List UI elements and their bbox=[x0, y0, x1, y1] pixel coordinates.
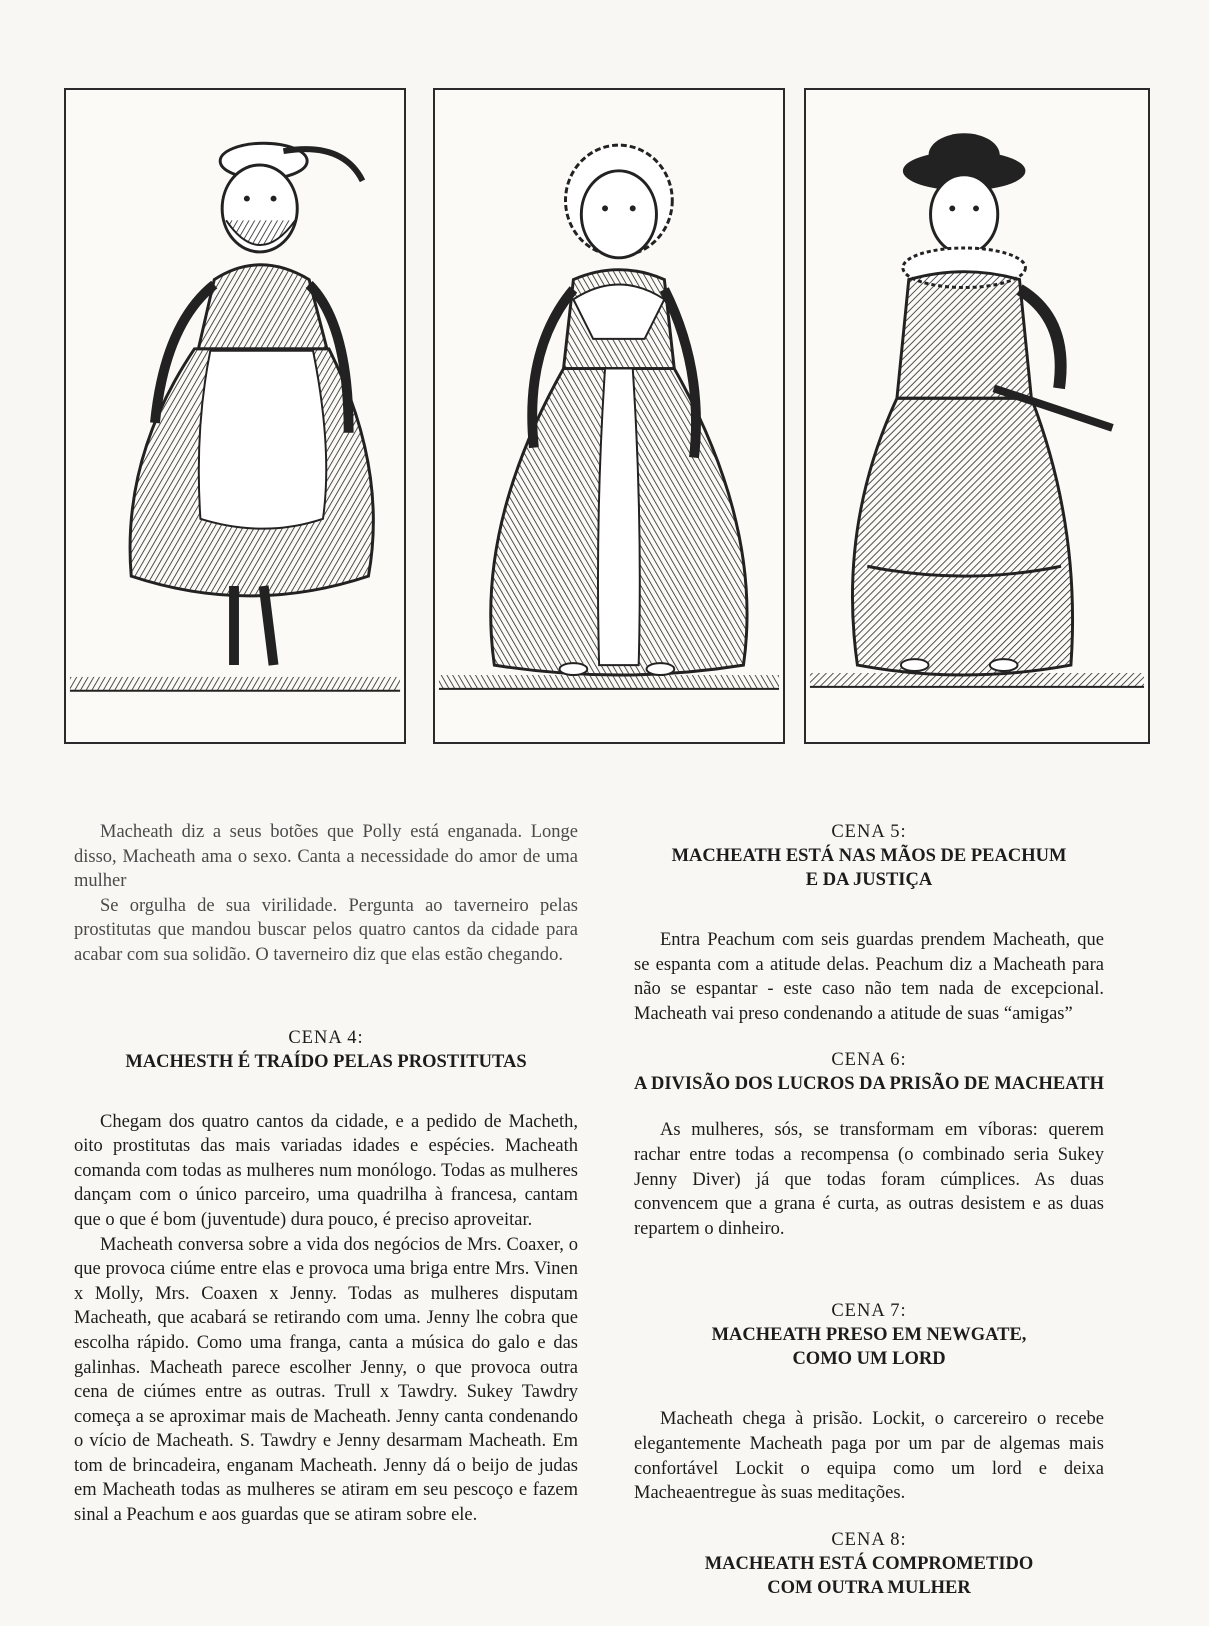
scene-8-number: CENA 8: bbox=[831, 1529, 907, 1550]
scene-7-title-line-2: COMO UM LORD bbox=[792, 1349, 946, 1370]
woodcut-figure-skirt-lifted bbox=[66, 90, 404, 742]
intro-text bbox=[74, 820, 578, 968]
scene-6-heading bbox=[634, 1048, 1104, 1096]
scene-6-number: CENA 6: bbox=[831, 1050, 907, 1071]
scene-5-heading bbox=[634, 820, 1104, 892]
right-column bbox=[634, 820, 1104, 1600]
scene-5-paragraph: Entra Peachum com seis guardas prendem Macheath, que se espanta com a atitude delas. Peachum diz a Macheath para não se espantar - este caso não tem nada de excepcional. Macheath vai preso condenando a atitude de suas “amigas” bbox=[634, 930, 1104, 1024]
scene-7-paragraph: Macheath chega à prisão. Lockit, o carcereiro o recebe elegantemente Macheath paga por um par de algemas mais confortável Lockit o equipa como um lord e deixa Macheaentregue às suas meditações. bbox=[634, 1409, 1104, 1504]
intro-paragraph-2: Se orgulha de sua virilidade. Pergunta ao taverneiro pelas prostitutas que mandou buscar pelos quatro cantos da cidade para acabar com sua solidão. O taverneiro diz que elas estão chegando. bbox=[74, 895, 578, 965]
scene-7-title-line-1: MACHEATH PRESO EM NEWGATE, bbox=[711, 1325, 1027, 1346]
scene-8-title-line-2: COM OUTRA MULHER bbox=[767, 1577, 971, 1598]
scene-6-paragraph: As mulheres, sós, se transformam em víboras: querem rachar entre todas a recompensa (o combinado seria Sukey Jenny Diver) já que todas foram cúmplices. As duas convencem que a grana é curta, as outras desistem e as duas repartem o dinheiro. bbox=[634, 1120, 1104, 1239]
scene-4-paragraph-2: Macheath conversa sobre a vida dos negócios de Mrs. Coaxer, o que provoca ciúme entre elas e provoca uma briga entre Mrs. Vinen x Molly, Mrs. Coaxen x Jenny. Todas as mulheres disputam Macheath, que acabará se retirando com uma. Jenny lhe cobra que escolha rápido. Como uma franga, canta a música do galo e das galinhas. Macheath parece escolher Jenny, o que provoca outra cena de ciúmes entre as outras. Trull x Tawdry. Sukey Tawdry começa a se aproximar mais de Macheath. Jenny canta condenando o vício de Macheath. S. Tawdry e Jenny desarmam Macheath. Em tom de brincadeira, enganam Macheath. Jenny dá o beijo de judas em Macheath todas as mulheres se atiram em seu pescoço e fazem sinal a Peachum e aos guardas que se atiram sobre ele. bbox=[74, 1234, 578, 1526]
scene-5-title-line-1: MACHEATH ESTÁ NAS MÃOS DE PEACHUM bbox=[671, 846, 1067, 866]
scene-4-heading bbox=[74, 1026, 578, 1074]
scene-7-number: CENA 7: bbox=[831, 1301, 907, 1322]
scene-5-number: CENA 5: bbox=[831, 822, 907, 842]
scene-8-heading bbox=[634, 1528, 1104, 1600]
scene-4-title: MACHESTH É TRAÍDO PELAS PROSTITUTAS bbox=[125, 1051, 527, 1072]
intro-paragraph-1: Macheath diz a seus botões que Polly está enganada. Longe disso, Macheath ama o sexo. Canta a necessidade do amor de uma mulher bbox=[74, 822, 578, 892]
illustration-panel-3 bbox=[804, 88, 1150, 744]
scene-4-number: CENA 4: bbox=[288, 1027, 364, 1048]
illustration-panel-1 bbox=[64, 88, 406, 744]
illustration-panel-2 bbox=[433, 88, 785, 744]
left-column bbox=[74, 820, 578, 1528]
scene-7-heading bbox=[634, 1299, 1104, 1371]
woodcut-figure-with-hat bbox=[806, 90, 1148, 742]
scene-5-title-line-2: E DA JUSTIÇA bbox=[805, 870, 933, 890]
scene-4-paragraph-1: Chegam dos quatro cantos da cidade, e a pedido de Macheth, oito prostitutas das mais variadas idades e espécies. Macheath comanda com todas as mulheres num monólogo. Todas as mulheres dançam com o único parceiro, uma quadrilha à francesa, cantam que o que é bom (juventude) dura pouco, é preciso aproveitar. bbox=[74, 1111, 578, 1230]
scene-8-title-line-1: MACHEATH ESTÁ COMPROMETIDO bbox=[704, 1553, 1034, 1574]
scene-6-title: A DIVISÃO DOS LUCROS DA PRISÃO DE MACHEATH bbox=[634, 1074, 1104, 1095]
woodcut-figure-with-fan bbox=[435, 90, 783, 742]
